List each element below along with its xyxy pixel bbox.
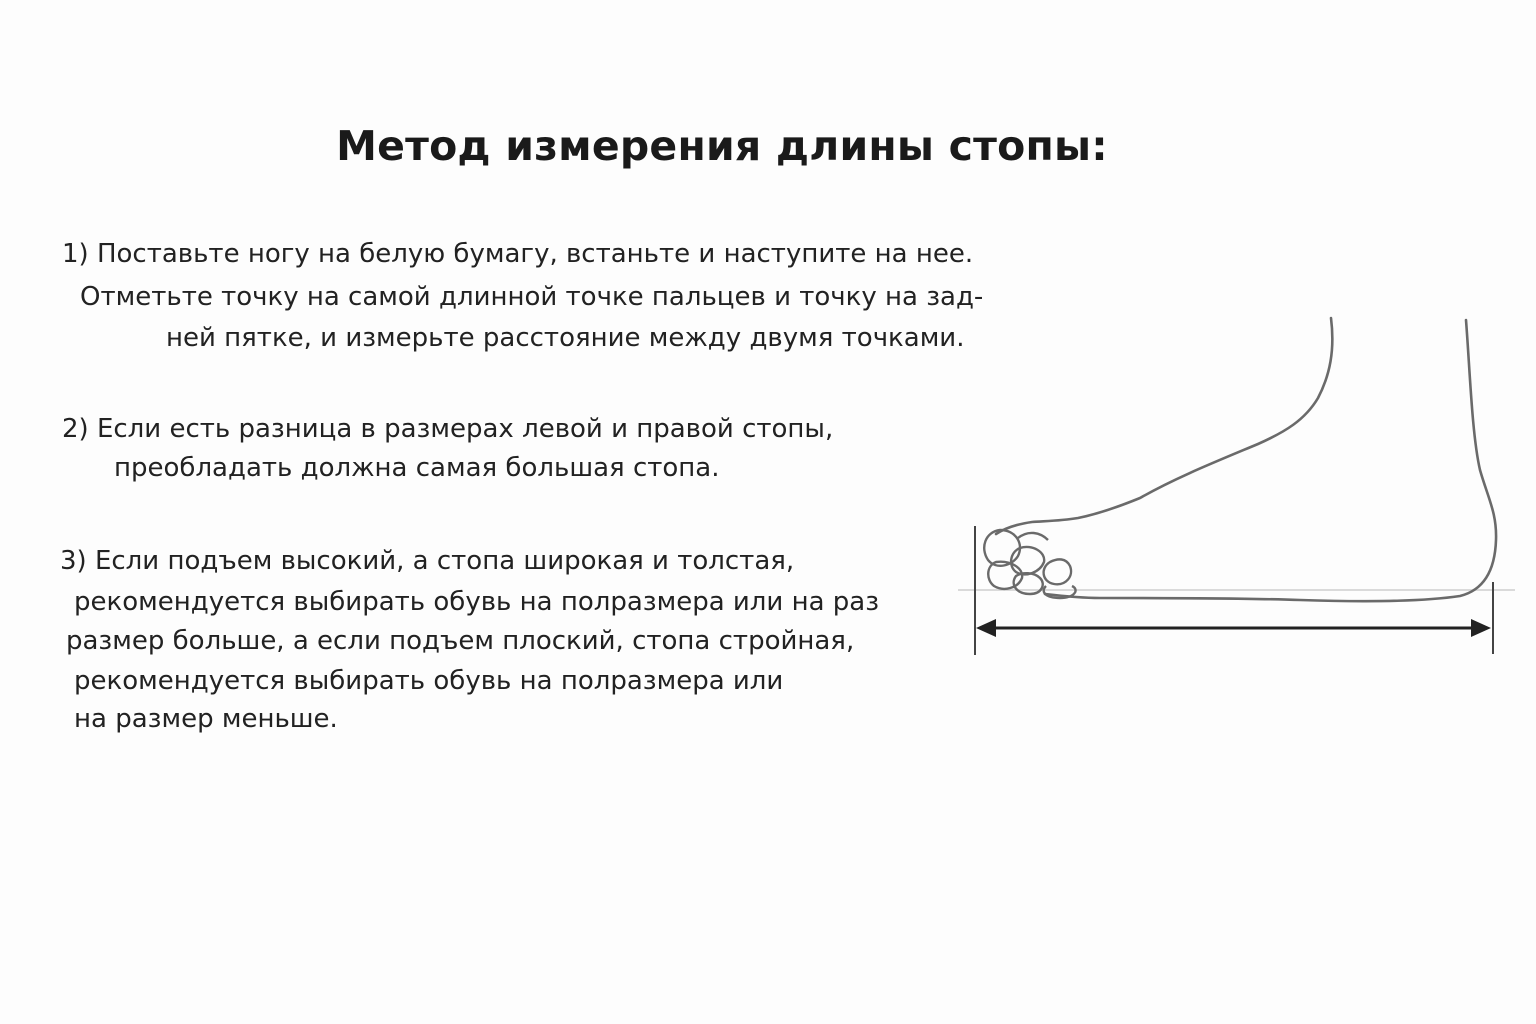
step-1-line-2: Отметьте точку на самой длинной точке пальцев и точку на зад- bbox=[80, 282, 984, 312]
toes bbox=[984, 530, 1075, 598]
step-1-line-1: 1) Поставьте ногу на белую бумагу, встаньте и наступите на нее. bbox=[62, 239, 974, 269]
step-3-line-4: рекомендуется выбирать обувь на полразмера или bbox=[74, 666, 784, 696]
step-2-line-2: преобладать должна самая большая стопа. bbox=[114, 453, 720, 483]
foot-outline bbox=[996, 318, 1496, 601]
step-3-line-1: 3) Если подъем высокий, а стопа широкая и толстая, bbox=[60, 546, 795, 576]
length-arrow bbox=[976, 619, 1491, 637]
step-3-line-2: рекомендуется выбирать обувь на полразмера или на раз bbox=[74, 587, 880, 617]
step-1-line-3: ней пятке, и измерьте расстояние между двумя точками. bbox=[166, 323, 965, 353]
foot-measurement-illustration bbox=[940, 300, 1520, 670]
step-3-line-5: на размер меньше. bbox=[74, 704, 338, 734]
page-title: Метод измерения длины стопы: bbox=[336, 122, 1108, 170]
step-2-line-1: 2) Если есть разница в размерах левой и правой стопы, bbox=[62, 414, 834, 444]
step-3-line-3: размер больше, а если подъем плоский, стопа стройная, bbox=[66, 626, 855, 656]
